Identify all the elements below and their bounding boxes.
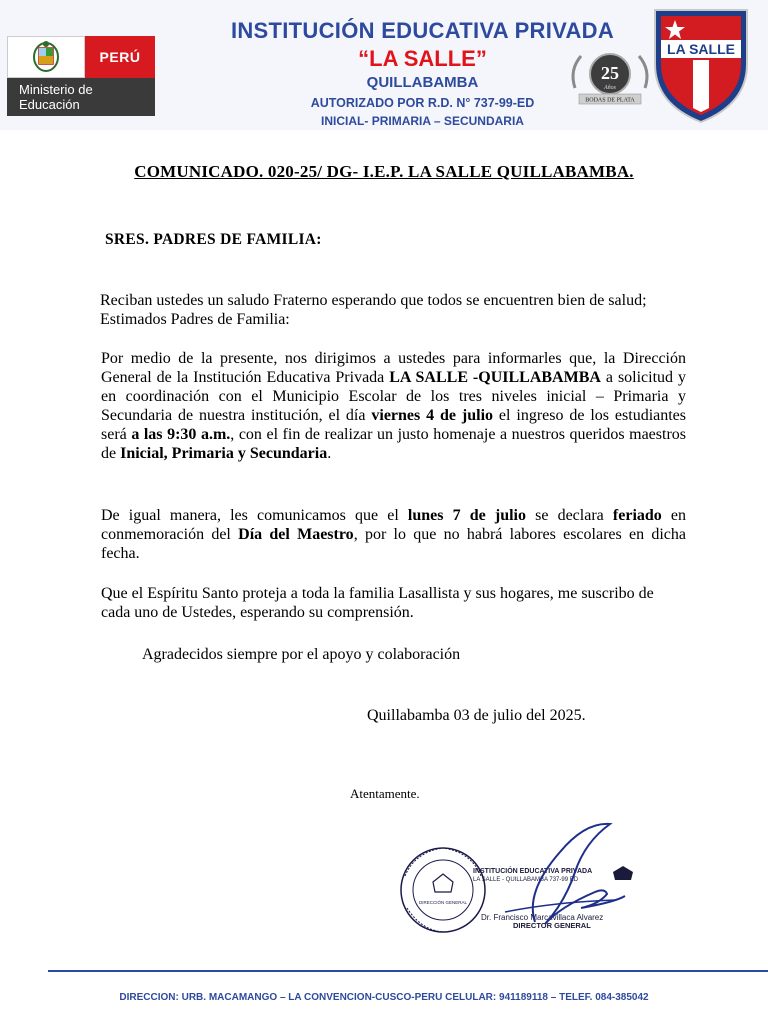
school-city: QUILLABAMBA — [366, 74, 479, 91]
institution-title: INSTITUCIÓN EDUCATIVA PRIVADA — [230, 18, 615, 43]
text-run: se declara — [526, 507, 613, 524]
education-levels: INICIAL- PRIMARIA – SECUNDARIA — [321, 114, 524, 128]
seal-center-text: DIRECCIÓN GENERAL — [418, 900, 468, 905]
paragraph-greeting: Reciban ustedes un saludo Fraterno esperando que todos se encuentren bien de salud; Estimados Padres de Familia: — [100, 292, 647, 328]
stamp-institution-line1: INSTITUCIÓN EDUCATIVA PRIVADA — [473, 868, 593, 875]
ministry-name — [7, 78, 155, 116]
salutation: SRES. PADRES DE FAMILIA: — [105, 231, 322, 248]
paragraph-thanks: Agradecidos siempre por el apoyo y colaboración — [142, 646, 461, 663]
paragraph-blessing: Que el Espíritu Santo proteja a toda la familia Lasallista y sus hogares, me suscribo de cada uno de Ustedes, esperando su comprensión. — [101, 585, 654, 621]
paragraph-announcement — [101, 349, 686, 463]
text-run: el ingreso de los estudiantes será — [101, 407, 687, 443]
rectangular-stamp — [473, 866, 633, 930]
peru-label: PERÚ — [85, 36, 155, 78]
document-date: Quillabamba 03 de julio del 2025. — [367, 707, 586, 724]
la-salle-shield-icon — [649, 4, 753, 124]
footer-divider — [48, 970, 768, 972]
event-date-bold: viernes 4 de julio — [371, 407, 494, 424]
text-run: , por lo que no habrá labores escolares en dicha fecha. — [101, 526, 687, 562]
peru-coat-of-arms-icon — [7, 36, 85, 78]
shield-label: LA SALLE — [667, 41, 735, 57]
communique-title: COMUNICADO. 020-25/ DG- I.E.P. LA SALLE QUILLABAMBA. — [134, 162, 634, 181]
teachers-day-bold: Día del Maestro — [238, 526, 354, 543]
closing: Atentamente. — [350, 786, 420, 801]
authorization-text: AUTORIZADO POR R.D. N° 737-99-ED — [310, 96, 535, 110]
holiday-word-bold: feriado — [612, 507, 662, 524]
footer-address: DIRECCION: URB. MACAMANGO – LA CONVENCION-CUSCO-PERU CELULAR: 941189118 – TELEF. 084-385042 — [119, 992, 649, 1003]
text-run: . — [327, 445, 332, 462]
round-seal-icon — [401, 848, 485, 932]
ministry-name-line1: Ministerio de — [19, 82, 93, 97]
text-run: De igual manera, les comunicamos que el — [101, 507, 408, 524]
badge-years: Años — [604, 85, 616, 91]
entry-time-bold: a las 9:30 a.m. — [131, 426, 231, 443]
stamp-institution-line2: LA SALLE - QUILLABAMBA 737-99 ED — [473, 877, 579, 883]
paragraph-holiday — [101, 506, 686, 563]
silver-anniversary-badge-icon — [565, 48, 655, 108]
holiday-date-bold: lunes 7 de julio — [407, 507, 526, 524]
director-name: Dr. Francisco Marcavillaca Alvarez — [481, 913, 604, 922]
signature-stamp — [385, 812, 675, 942]
text-run: a solicitud y en coordinación con el Municipio Escolar de los tres niveles inicial – Primaria y Secundaria de nuestra institución, el día — [101, 369, 686, 424]
school-name-bold: LA SALLE -QUILLABAMBA — [389, 369, 601, 386]
badge-text: BODAS DE PLATA — [585, 97, 635, 104]
school-name: “LA SALLE” — [358, 46, 487, 71]
badge-number: 25 — [601, 63, 619, 83]
text-run: en conmemoración del — [101, 507, 687, 543]
text-run: Por medio de la presente, nos dirigimos a ustedes para informarles que, la Dirección General de la Institución Educativa Privada — [101, 350, 686, 386]
director-title: DIRECTOR GENERAL — [513, 921, 591, 930]
text-run: , con el fin de realizar un justo homenaje a nuestros queridos maestros de — [101, 426, 687, 462]
ministry-logo — [7, 36, 155, 116]
levels-bold: Inicial, Primaria y Secundaria — [120, 445, 328, 462]
ministry-name-line2: Educación — [19, 97, 80, 112]
